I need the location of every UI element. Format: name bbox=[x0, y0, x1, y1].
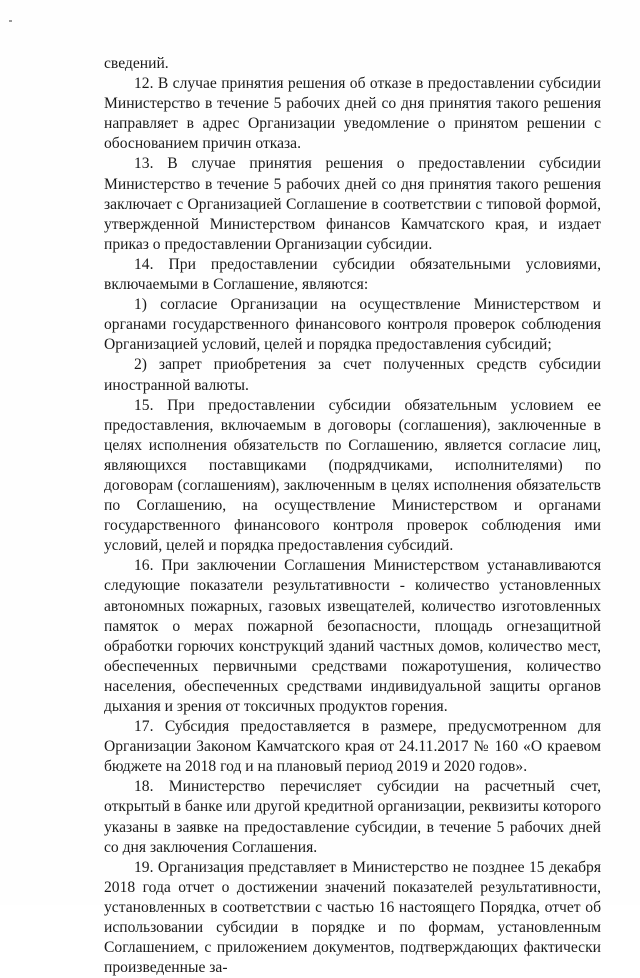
paragraph-19: 19. Организация представляет в Министерство не позднее 15 декабря 2018 года отчет о достижении значений показателей результативности, установленных в соответствии с частью 16 настоящего Порядка, отчет об использовании субсидии в порядке и по формам, установленным Соглашением, с приложением документов, подтверждающих фактически произведенные за- bbox=[104, 858, 601, 977]
paragraph-15: 15. При предоставлении субсидии обязательным условием ее предоставления, включаемым в договоры (соглашения), заключенные в целях исполнения обязательств по Соглашению, является согласие лиц, являющихся поставщиками (подрядчиками, исполнителями) по договорам (соглашениям), заключенным в целях исполнения обязательств по Соглашению, на осуществление Министерством и органами государственного финансового контроля проверок соблюдения ими условий, целей и порядка предоставления субсидий. bbox=[104, 396, 601, 555]
paragraph-14-item-2: 2) запрет приобретения за счет полученных средств субсидии иностранной валюты. bbox=[104, 356, 601, 394]
scan-speck bbox=[9, 20, 12, 22]
paragraph-continuation: сведений. bbox=[104, 55, 169, 72]
paragraph-18: 18. Министерство перечисляет субсидии на расчетный счет, открытый в банке или другой кредитной организации, реквизиты которого указаны в заявке на предоставление субсидии, в течение 5 рабочих дней со дня заключения Соглашения. bbox=[104, 778, 601, 856]
paragraph-17: 17. Субсидия предоставляется в размере, предусмотренном для Организации Законом Камчатского края от 24.11.2017 № 160 «О краевом бюджете на 2018 год и на плановый период 2019 и 2020 годов». bbox=[104, 718, 601, 776]
paragraph-13: 13. В случае принятия решения о предоставлении субсидии Министерство в течение 5 рабочих дней со дня принятия такого решения заключает с Организацией Соглашение в соответствии с типовой формой, утвержденной Министерством финансов Камчатского края, и издает приказ о предоставлении Организации субсидии. bbox=[104, 155, 601, 253]
paragraph-14-item-1: 1) согласие Организации на осуществление Министерством и органами государственного финансового контроля проверок соблюдения Организацией условий, целей и порядка предоставления субсидий; bbox=[104, 296, 601, 354]
paragraph-12: 12. В случае принятия решения об отказе в предоставлении субсидии Министерство в течение 5 рабочих дней со дня принятия такого решения направляет в адрес Организации уведомление о принятом решении с обоснованием причин отказа. bbox=[104, 75, 601, 153]
paragraph-14: 14. При предоставлении субсидии обязательными условиями, включаемыми в Соглашение, являются: bbox=[104, 255, 601, 294]
paragraph-16: 16. При заключении Соглашения Министерством устанавливаются следующие показатели результативности - количество установленных автономных пожарных, газовых извещателей, количество изготовленных памяток о мерах пожарной безопасности, площадь огнезащитной обработки горючих конструкций зданий частных домов, количество мест, обеспеченных первичными средствами пожаротушения, количество населения, обеспеченных средствами индивидуальной защиты органов дыхания и зрения от токсичных продуктов горения. bbox=[104, 557, 601, 715]
document-body bbox=[104, 54, 601, 978]
